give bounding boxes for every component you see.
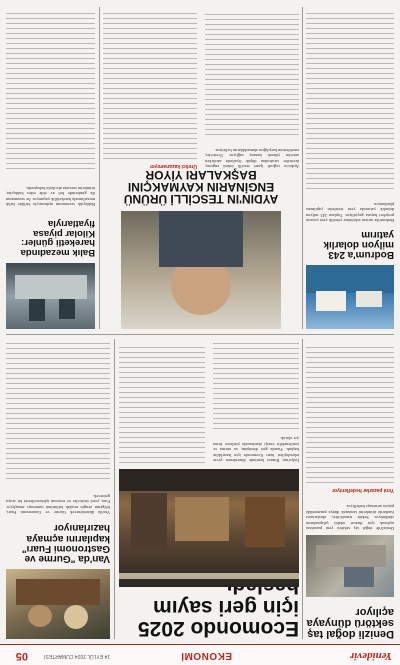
dateline: 14 EYLÜL 2024 CUMARTESİ	[44, 653, 110, 659]
photo-ecomondo	[119, 469, 299, 587]
headline-ecomondo: Ecomondo 2025 için geri sayım	[137, 595, 299, 640]
article-ecomondo	[119, 339, 299, 639]
page-number: 05	[15, 650, 28, 662]
article-aydin	[103, 7, 299, 329]
article-bodrum	[306, 7, 394, 329]
headline-gastronomi: Van'da "Gurme ve Gastronomi Fuarı" kapılarını açmaya hazırlanıyor	[21, 522, 110, 564]
lead-ecomondo: İtalya'nın Rimini kentinde düzenlenen çevre teknolojileri fuarı Ecomondo için hazırlıklar başladı. Fuarda geri dönüşüm, su arıtma ve yenilenebilir enerji alanlarında yüzlerce firma yer alacak.	[213, 436, 299, 463]
lead-denizli: Denizli'de doğal taş sektörü yeni pazarlara açılmak için ihracat odaklı çalışmalarını sürdürüyor. Sektör temsilcileri, uluslararası fuarlarda ürünlerini tanıtarak dünya pazarındaki payını artırmayı hedefliyor.	[306, 504, 394, 531]
article-hali	[6, 7, 95, 329]
headline-bodrum: Bodrum'a 243 milyon dolarlık yatırım	[323, 228, 394, 260]
lead-gastronomi: Van'da düzenlenecek Gurme ve Gastronomi Fuarı, bölgenin zengin mutfak kültürünü tanıtmayı amaçlıyor. Fuar, yerel üreticiler ve restoran işletmecilerini bir araya getirecek.	[6, 493, 110, 515]
lead-aydin: Aydın'ın coğrafi işaret tescilli ürünü enginar, üreticiler tarafından düşük fiyatlarla satılırken aracılar yüksek kazanç sağlıyor. Üreticiler, emeklerinin karşılığını alamadıklarını belirtiyor.	[205, 147, 299, 169]
article-gastronomi	[6, 339, 110, 639]
article-denizli	[306, 339, 394, 639]
headline-aydin: AYDIN'IN TESCİLLİ ÜRÜNÜ ENGİNARIN KAYMAKÇINI BAŞKALARI YİYOR	[123, 167, 279, 206]
brand-logo: Yenidevir	[349, 650, 392, 662]
photo-aydin	[121, 211, 281, 329]
section-title: EKONOMİ	[180, 650, 232, 661]
lead-hali: Balıkçılık sezonunun açılmasıyla birlikte balık mezatlarında hareketlilik yaşanıyor. Av sezonunun ilk günlerinde bol av elde eden balıkçılar, ürünlerini mezatta alıcılarla buluşturdu.	[6, 185, 95, 207]
subhead-aydin: Üretici kazanamıyor	[149, 163, 197, 169]
photo-gastronomi	[6, 569, 110, 639]
page-header	[0, 644, 400, 665]
headline-hali: Balık mezadında hareketli günler: Kilolar piyasa fiyatlarıyla	[20, 217, 95, 258]
headline-denizli: Denizli doğal taş sektörü dünyaya açılıyor	[306, 605, 394, 640]
photo-denizli	[306, 535, 394, 597]
lead-bodrum: Bodrum'da turizm sektörüne yönelik yeni yatırım projeleri hayata geçiriliyor. Toplam 243 milyon dolarlık yatırımla yeni tesislerin yapılması planlanıyor.	[306, 201, 394, 223]
photo-bodrum	[306, 265, 394, 329]
photo-hali	[6, 263, 95, 329]
subhead-denizli: Yeni pazarlar hedefleniyor	[332, 487, 394, 493]
